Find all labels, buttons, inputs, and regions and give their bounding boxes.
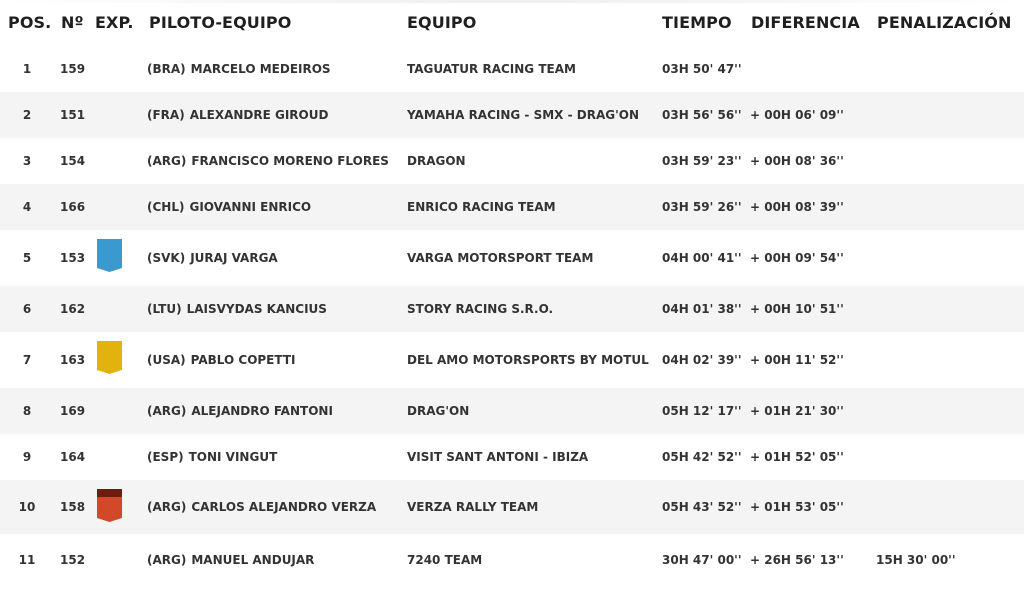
row-time: 04H 01' 38'': [662, 302, 742, 316]
row-team: YAMAHA RACING - SMX - DRAG'ON: [407, 108, 640, 122]
table-header: [0, 0, 1024, 46]
row-pos: 10: [18, 500, 36, 514]
row-driver: [147, 154, 389, 168]
row-nationality: (SVK): [147, 251, 186, 265]
row-team: VARGA MOTORSPORT TEAM: [407, 251, 594, 265]
table-row[interactable]: [0, 534, 1024, 586]
row-time: 03H 50' 47'': [662, 62, 742, 76]
row-number: 154: [60, 154, 86, 168]
row-driver-name: PABLO COPETTI: [190, 353, 296, 367]
row-team: VERZA RALLY TEAM: [407, 500, 539, 514]
row-driver-name: ALEXANDRE GIROUD: [189, 108, 329, 122]
row-driver-name: FRANCISCO MORENO FLORES: [191, 154, 389, 168]
blue-flag-icon: [97, 239, 122, 272]
row-driver-name: LAISVYDAS KANCIUS: [186, 302, 327, 316]
table-row[interactable]: [0, 286, 1024, 332]
header-pos[interactable]: POS.: [8, 13, 52, 32]
flag-band: [97, 489, 122, 497]
row-difference: + 00H 08' 36'': [750, 154, 844, 168]
row-pos: 2: [22, 108, 32, 122]
row-driver-name: GIOVANNI ENRICO: [189, 200, 312, 214]
row-team: DRAG'ON: [407, 404, 470, 418]
row-driver-name: CARLOS ALEJANDRO VERZA: [191, 500, 377, 514]
row-nationality: (ARG): [147, 404, 187, 418]
table-row[interactable]: [0, 434, 1024, 480]
header-team[interactable]: EQUIPO: [407, 13, 477, 32]
row-difference: + 01H 21' 30'': [750, 404, 844, 418]
row-driver: [147, 450, 277, 464]
table-row[interactable]: [0, 184, 1024, 230]
row-difference: + 26H 56' 13'': [750, 553, 844, 567]
row-team: 7240 TEAM: [407, 553, 483, 567]
row-pos: 5: [22, 251, 32, 265]
header-number[interactable]: Nº: [61, 13, 84, 32]
row-penalty: 15H 30' 00'': [876, 553, 956, 567]
row-driver: [147, 108, 328, 122]
row-driver: [147, 251, 278, 265]
row-driver-name: MARCELO MEDEIROS: [190, 62, 331, 76]
row-difference: + 01H 53' 05'': [750, 500, 844, 514]
row-nationality: (CHL): [147, 200, 185, 214]
header-time[interactable]: TIEMPO: [662, 13, 732, 32]
row-time: 04H 00' 41'': [662, 251, 742, 265]
row-number: 163: [60, 353, 86, 367]
row-time: 03H 59' 23'': [662, 154, 742, 168]
row-driver: [147, 62, 331, 76]
row-nationality: (ARG): [147, 154, 187, 168]
header-driver[interactable]: PILOTO-EQUIPO: [149, 13, 292, 32]
table-row[interactable]: [0, 92, 1024, 138]
row-time: 04H 02' 39'': [662, 353, 742, 367]
row-number: 166: [60, 200, 86, 214]
row-driver: [147, 500, 376, 514]
row-driver: [147, 200, 311, 214]
row-driver: [147, 553, 314, 567]
row-team: DRAGON: [407, 154, 466, 168]
red-flag-icon: [97, 489, 122, 522]
row-driver-name: ALEJANDRO FANTONI: [191, 404, 333, 418]
row-pos: 3: [22, 154, 32, 168]
row-number: 158: [60, 500, 86, 514]
row-driver-name: JURAJ VARGA: [190, 251, 278, 265]
row-nationality: (ARG): [147, 500, 187, 514]
row-difference: + 00H 08' 39'': [750, 200, 844, 214]
row-pos: 8: [22, 404, 32, 418]
row-driver-name: MANUEL ANDUJAR: [191, 553, 315, 567]
header-exp[interactable]: EXP.: [95, 13, 134, 32]
row-time: 03H 56' 56'': [662, 108, 742, 122]
row-nationality: (FRA): [147, 108, 185, 122]
table-row[interactable]: [0, 388, 1024, 434]
row-driver-name: TONI VINGUT: [188, 450, 278, 464]
row-nationality: (USA): [147, 353, 186, 367]
row-number: 151: [60, 108, 86, 122]
row-time: 30H 47' 00'': [662, 553, 742, 567]
row-difference: + 00H 10' 51'': [750, 302, 844, 316]
table-row[interactable]: [0, 332, 1024, 388]
row-pos: 1: [22, 62, 32, 76]
row-nationality: (BRA): [147, 62, 186, 76]
row-driver: [147, 353, 296, 367]
row-driver: [147, 404, 333, 418]
row-team: STORY RACING S.R.O.: [407, 302, 554, 316]
row-difference: + 00H 11' 52'': [750, 353, 844, 367]
header-penalty[interactable]: PENALIZACIÓN: [877, 13, 1012, 32]
row-number: 162: [60, 302, 86, 316]
row-number: 153: [60, 251, 86, 265]
row-number: 164: [60, 450, 86, 464]
row-time: 03H 59' 26'': [662, 200, 742, 214]
table-row[interactable]: [0, 46, 1024, 92]
row-team: DEL AMO MOTORSPORTS BY MOTUL: [407, 353, 649, 367]
row-time: 05H 42' 52'': [662, 450, 742, 464]
row-difference: + 01H 52' 05'': [750, 450, 844, 464]
row-nationality: (LTU): [147, 302, 182, 316]
row-driver: [147, 302, 327, 316]
row-nationality: (ARG): [147, 553, 187, 567]
row-pos: 11: [18, 553, 36, 567]
header-difference[interactable]: DIFERENCIA: [751, 13, 860, 32]
row-difference: + 00H 06' 09'': [750, 108, 844, 122]
row-time: 05H 12' 17'': [662, 404, 742, 418]
row-time: 05H 43' 52'': [662, 500, 742, 514]
row-pos: 4: [22, 200, 32, 214]
row-pos: 9: [22, 450, 32, 464]
row-number: 169: [60, 404, 86, 418]
row-difference: + 00H 09' 54'': [750, 251, 844, 265]
row-team: VISIT SANT ANTONI - IBIZA: [407, 450, 589, 464]
row-team: TAGUATUR RACING TEAM: [407, 62, 576, 76]
row-number: 152: [60, 553, 86, 567]
row-pos: 6: [22, 302, 32, 316]
row-pos: 7: [22, 353, 32, 367]
table-row[interactable]: [0, 138, 1024, 184]
table-row[interactable]: [0, 480, 1024, 534]
row-team: ENRICO RACING TEAM: [407, 200, 556, 214]
row-nationality: (ESP): [147, 450, 184, 464]
table-row[interactable]: [0, 230, 1024, 286]
yellow-flag-icon: [97, 341, 122, 374]
row-number: 159: [60, 62, 86, 76]
